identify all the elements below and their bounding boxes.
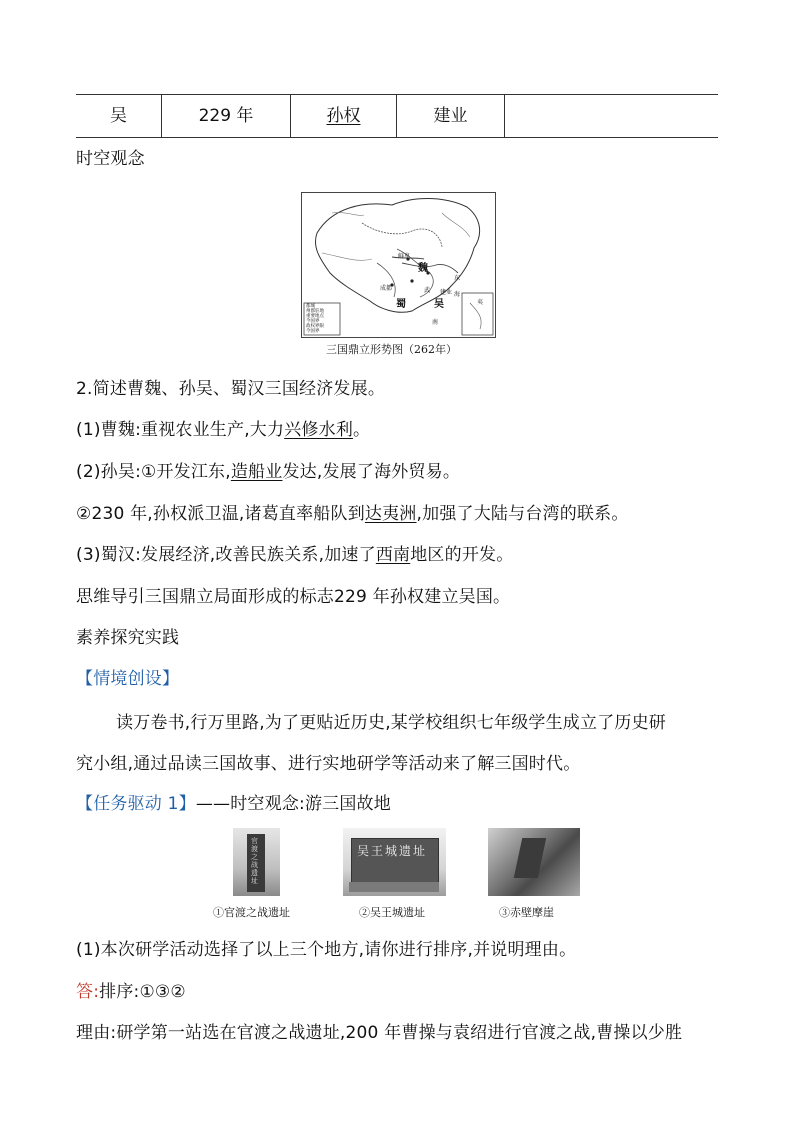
photo-caption-2: ②吴王城遗址	[359, 906, 425, 919]
map-legend	[306, 304, 340, 334]
label-wu: 吴	[434, 299, 444, 310]
cell-year: 229 年	[198, 106, 254, 126]
stele-text: 吴王城遗址	[357, 844, 428, 858]
label-nanhai: 南	[432, 319, 439, 326]
underlined-answer: 兴修水利	[284, 420, 354, 440]
legend-item: 都城	[306, 304, 315, 309]
photo-caption-1: ①官渡之战遗址	[213, 906, 290, 919]
legend-item: 州郡驻地	[306, 309, 324, 314]
section-label: 时空观念	[76, 149, 145, 169]
cell-founder: 孙权	[326, 106, 361, 126]
answer-line	[76, 981, 186, 1003]
label-jianye: 建业	[440, 289, 453, 296]
q2-line3: ②230 年,孙权派卫温,诸葛直率船队到达夷洲,加强了大陆与台湾的联系。	[76, 504, 629, 524]
cell-state: 吴	[110, 106, 127, 126]
photo-chibi	[488, 828, 580, 896]
q1-question: (1)本次研学活动选择了以上三个地方,请你进行排序,并说明理由。	[76, 940, 577, 960]
map-caption: 三国鼎立形势图（262年）	[326, 343, 457, 356]
cell-capital: 建业	[433, 106, 468, 126]
label-hai: 海	[454, 291, 461, 298]
scenario-tag: 【情境创设】	[76, 669, 180, 689]
underlined-answer: 造船业	[230, 462, 283, 482]
cliff-icon	[514, 838, 547, 878]
label-yi: 夷	[477, 299, 484, 306]
underlined-answer: 西南	[375, 545, 411, 565]
label-dong: 东	[454, 275, 461, 282]
scenario-paragraph-line2: 究小组,通过品读三国故事、进行实地研学等活动来了解三国时代。	[76, 754, 581, 774]
three-kingdoms-map	[301, 192, 496, 338]
q2-line2: (2)孙吴:①开发江东,造船业发达,发展了海外贸易。	[76, 462, 461, 482]
label-chengdu: 成都	[380, 285, 393, 292]
stele-base	[349, 882, 439, 892]
photo-guandu	[233, 828, 280, 896]
label-shu: 蜀	[396, 299, 406, 310]
legend-item: 重要地点	[306, 314, 324, 319]
reason-line: 理由:研学第一站选在官渡之战遗址,200 年曹操与袁绍进行官渡之战,曹操以少胜	[76, 1023, 683, 1043]
task-tag: 【任务驱动 1】	[76, 794, 196, 814]
mindmap-line: 思维导引三国鼎立局面形成的标志229 年孙权建立吴国。	[76, 587, 511, 607]
stele-text: 官渡之战遗址	[251, 837, 258, 885]
scenario-paragraph-line1: 读万卷书,行万里路,为了更贴近历史,某学校组织七年级学生成立了历史研	[116, 713, 667, 733]
dynasty-table-row	[76, 94, 718, 138]
photo-wuwang	[343, 828, 446, 896]
practice-heading: 素养探究实践	[76, 628, 180, 648]
task-line	[76, 793, 391, 815]
answer-label: 答:	[76, 982, 100, 1002]
photo-caption-3: ③赤壁摩崖	[499, 906, 554, 919]
underlined-answer: 达夷洲	[364, 504, 417, 524]
q2-title: 2.简述曹魏、孙吴、蜀汉三国经济发展。	[76, 379, 386, 399]
legend-item: 政权界限	[306, 324, 324, 329]
label-xianbei: 鲜卑	[398, 253, 411, 260]
task-text: ——时空观念:游三国故地	[195, 794, 391, 814]
legend-item: 今国界	[306, 319, 320, 324]
q2-line4: (3)蜀汉:发展经济,改善民族关系,加速了西南地区的开发。	[76, 545, 514, 565]
legend-item: 今国界	[306, 329, 320, 334]
label-wuling: 武	[424, 287, 431, 294]
q2-line1: (1)曹魏:重视农业生产,大力兴修水利。	[76, 420, 371, 440]
label-wei: 魏	[418, 263, 428, 274]
answer-text: 排序:①③②	[99, 982, 186, 1002]
